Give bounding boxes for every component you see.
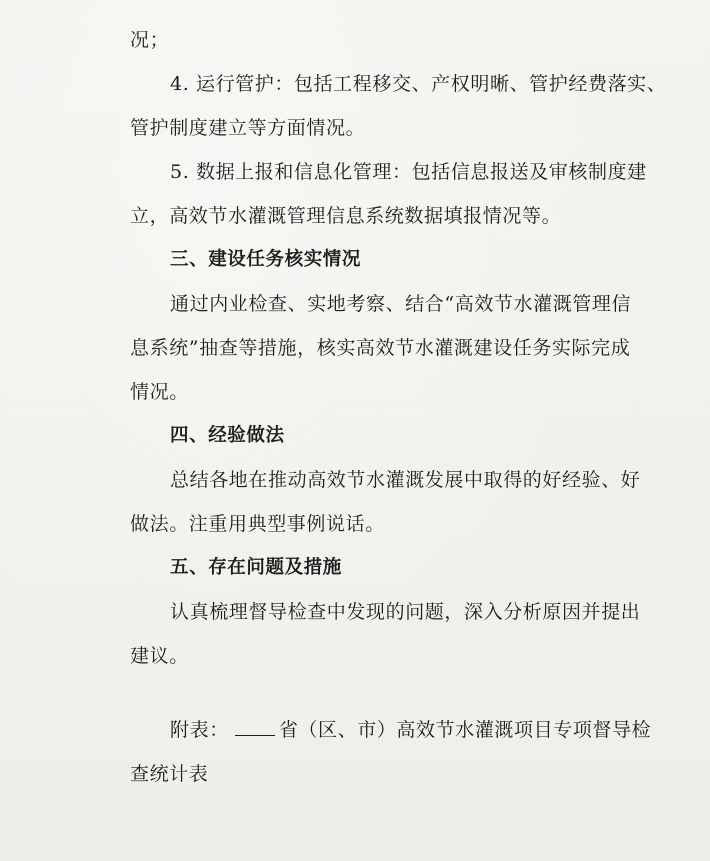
- appendix-title: 省（区、市）高效节水灌溉项目专项督导检: [278, 719, 652, 741]
- paragraph-line: 立，高效节水灌溉管理信息系统数据填报情况等。: [130, 205, 562, 227]
- section-heading-5: 五、存在问题及措施: [170, 557, 342, 578]
- paragraph-line: 认真梳理督导检查中发现的问题，深入分析原因并提出: [170, 601, 641, 623]
- paragraph-line: 5. 数据上报和信息化管理：包括信息报送及审核制度建: [170, 161, 647, 183]
- paragraph-line: 总结各地在推动高效节水灌溉发展中取得的好经验、好: [170, 469, 641, 491]
- section-heading-3: 三、建设任务核实情况: [170, 249, 362, 270]
- paragraph-line: 管护制度建立等方面情况。: [130, 117, 366, 139]
- spacer: [130, 678, 670, 708]
- paragraph-line: 通过内业检查、实地考察、结合“高效节水灌溉管理信: [170, 293, 632, 315]
- document-body: [130, 18, 670, 796]
- section-heading-4: 四、经验做法: [170, 425, 285, 446]
- paragraph-line: 建议。: [130, 645, 189, 667]
- paragraph-line: 4. 运行管护：包括工程移交、产权明晰、管护经费落实、: [170, 73, 667, 95]
- paragraph-line: 情况。: [130, 381, 189, 403]
- appendix-line-2: 查统计表: [130, 763, 209, 785]
- appendix-label: 附表：: [170, 719, 229, 741]
- paragraph-line: 况；: [130, 29, 170, 51]
- blank-underline: [235, 713, 275, 736]
- appendix-line: [130, 708, 670, 752]
- paragraph-line: 做法。注重用典型事例说话。: [130, 513, 385, 535]
- paragraph-line: 息系统”抽查等措施，核实高效节水灌溉建设任务实际完成: [130, 337, 631, 359]
